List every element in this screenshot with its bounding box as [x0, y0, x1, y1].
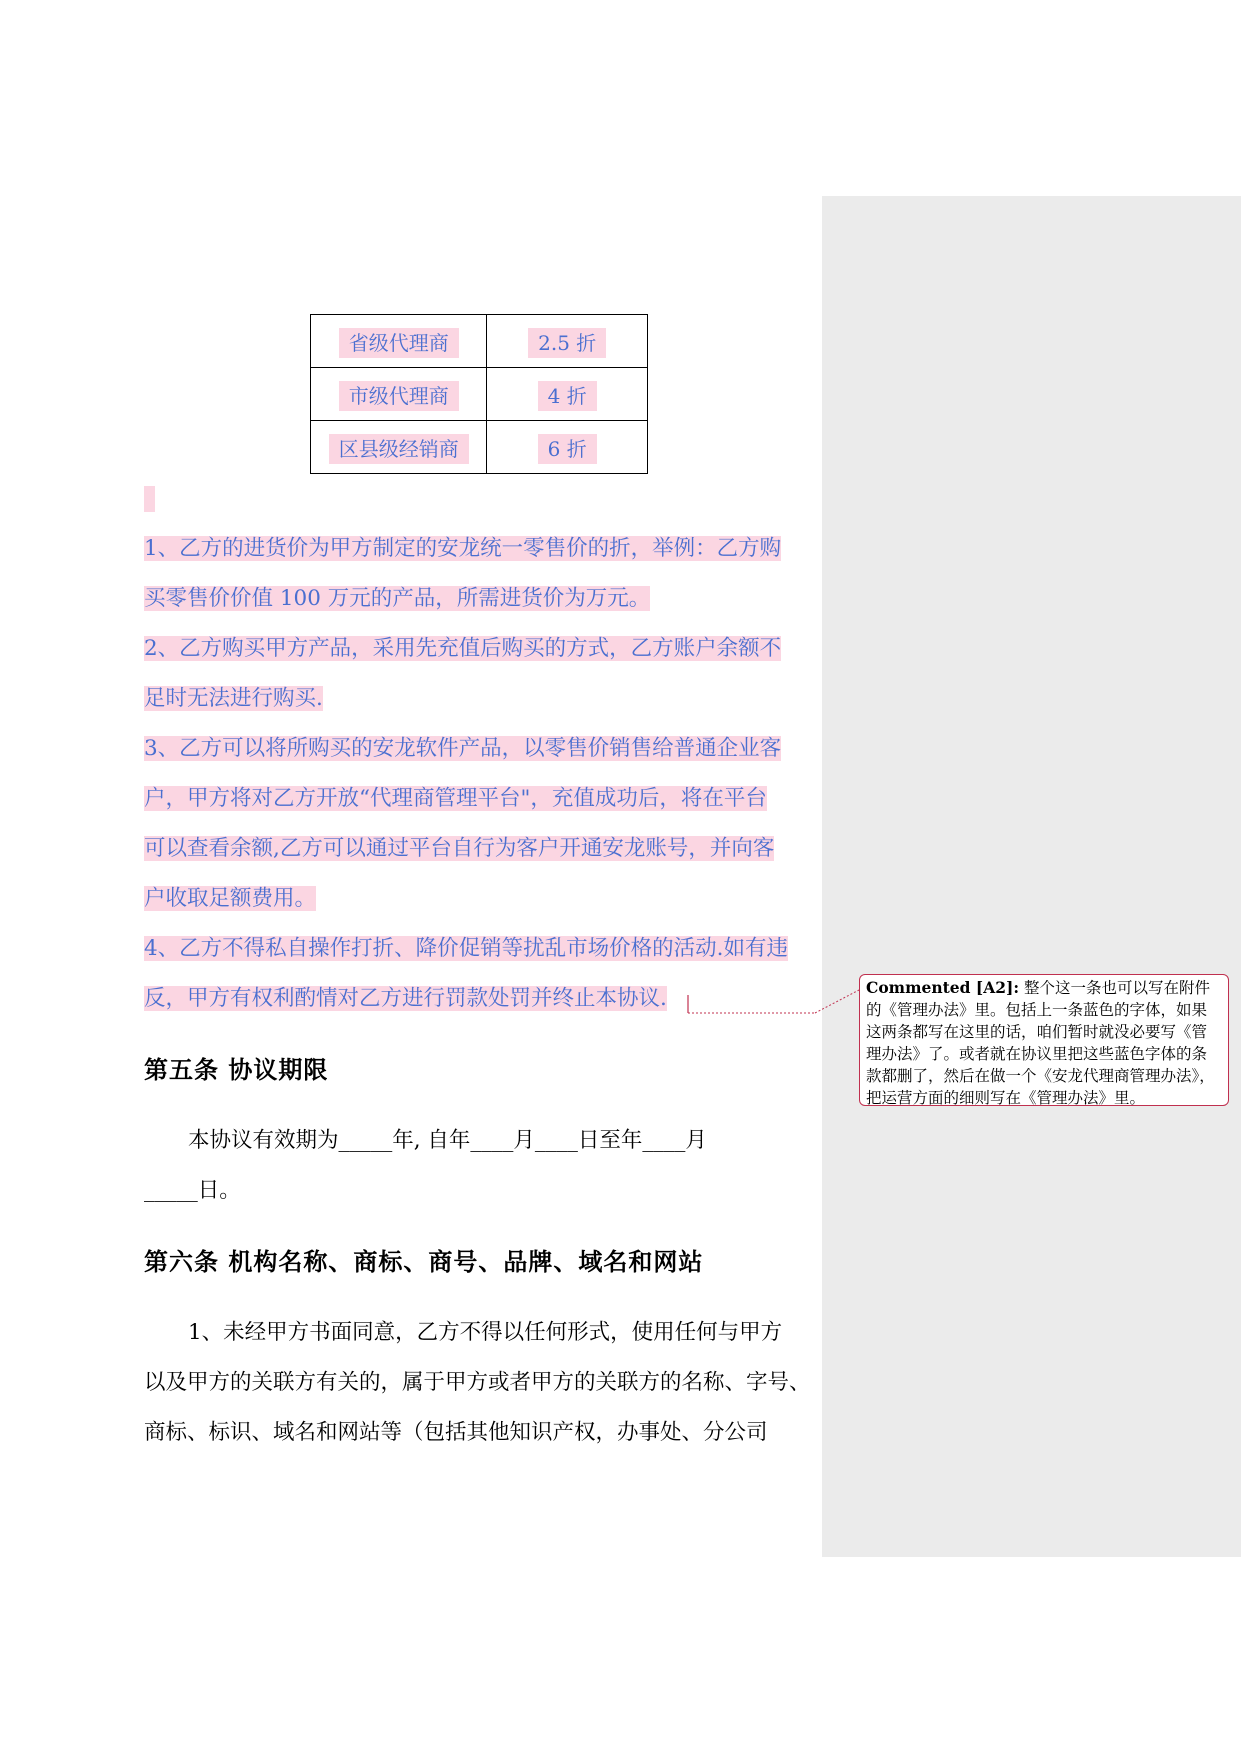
highlight-mark [144, 486, 155, 512]
section-6-line: 1、未经甲方书面同意，乙方不得以任何形式，使用任何与甲方 [188, 1320, 783, 1345]
table-row [311, 421, 648, 474]
comment-text: 整个这一条也可以写在附件的《管理办法》里。包括上一条蓝色的字体，如果这两条都写在这里的话，咱们暂时就没必要写《管理办法》了。或者就在协议里把这些蓝色字体的条款都删了，然后在做一个《安龙代理商管理办法》，把运营方面的细则写在《管理办法》里。 [866, 979, 1215, 1107]
comment-author-label: Commented [A2]: [866, 978, 1020, 997]
section-5-line: 本协议有效期为_____年, 自年____月____日至年____月 [188, 1128, 707, 1153]
clause-line: 户，甲方将对乙方开放“代理商管理平台"，充值成功后，将在平台 [144, 786, 767, 811]
table-row [311, 368, 648, 421]
table-cell-discount: 4 折 [487, 368, 648, 421]
clause-item-2 [144, 624, 812, 724]
table-cell-level: 区县级经销商 [311, 421, 487, 474]
clause-item-4 [144, 924, 812, 1024]
table-cell-level: 市级代理商 [311, 368, 487, 421]
section-5-heading: 第五条 协议期限 [144, 1055, 329, 1084]
section-5-line: _____日。 [144, 1178, 241, 1203]
clause-line: 户收取足额费用。 [144, 886, 317, 911]
clause-line: 3、乙方可以将所购买的安龙软件产品，以零售价销售给普通企业客 [144, 736, 782, 761]
clause-line: 足时无法进行购买. [144, 686, 323, 711]
comment-pane [822, 196, 1241, 1557]
clause-line: 4、乙方不得私自操作打折、降价促销等扰乱市场价格的活动.如有违 [144, 936, 789, 961]
comment-balloon[interactable] [859, 974, 1229, 1106]
table-cell-discount: 6 折 [487, 421, 648, 474]
table-cell-discount: 2.5 折 [487, 315, 648, 368]
price-table [310, 314, 648, 474]
clause-line: 1、乙方的进货价为甲方制定的安龙统一零售价的折，举例：乙方购 [144, 536, 782, 561]
section-6-heading: 第六条 机构名称、商标、商号、品牌、域名和网站 [144, 1247, 704, 1276]
section-6-body [144, 1308, 812, 1458]
clause-line: 可以查看余额,乙方可以通过平台自行为客户开通安龙账号，并向客 [144, 836, 775, 861]
section-6-line: 以及甲方的关联方有关的，属于甲方或者甲方的关联方的名称、字号、 [144, 1370, 811, 1395]
clause-line: 反，甲方有权利酌情对乙方进行罚款处罚并终止本协议. [144, 986, 667, 1011]
clause-item-3 [144, 724, 812, 924]
clause-item-1 [144, 524, 812, 624]
table-cell-level: 省级代理商 [311, 315, 487, 368]
section-5-body [144, 1116, 812, 1216]
clause-line: 2、乙方购买甲方产品，采用先充值后购买的方式，乙方账户余额不 [144, 636, 782, 661]
table-row [311, 315, 648, 368]
section-6-line: 商标、标识、域名和网站等（包括其他知识产权，办事处、分公司 [144, 1420, 768, 1445]
clause-line: 买零售价价值 100 万元的产品，所需进货价为万元。 [144, 586, 651, 611]
